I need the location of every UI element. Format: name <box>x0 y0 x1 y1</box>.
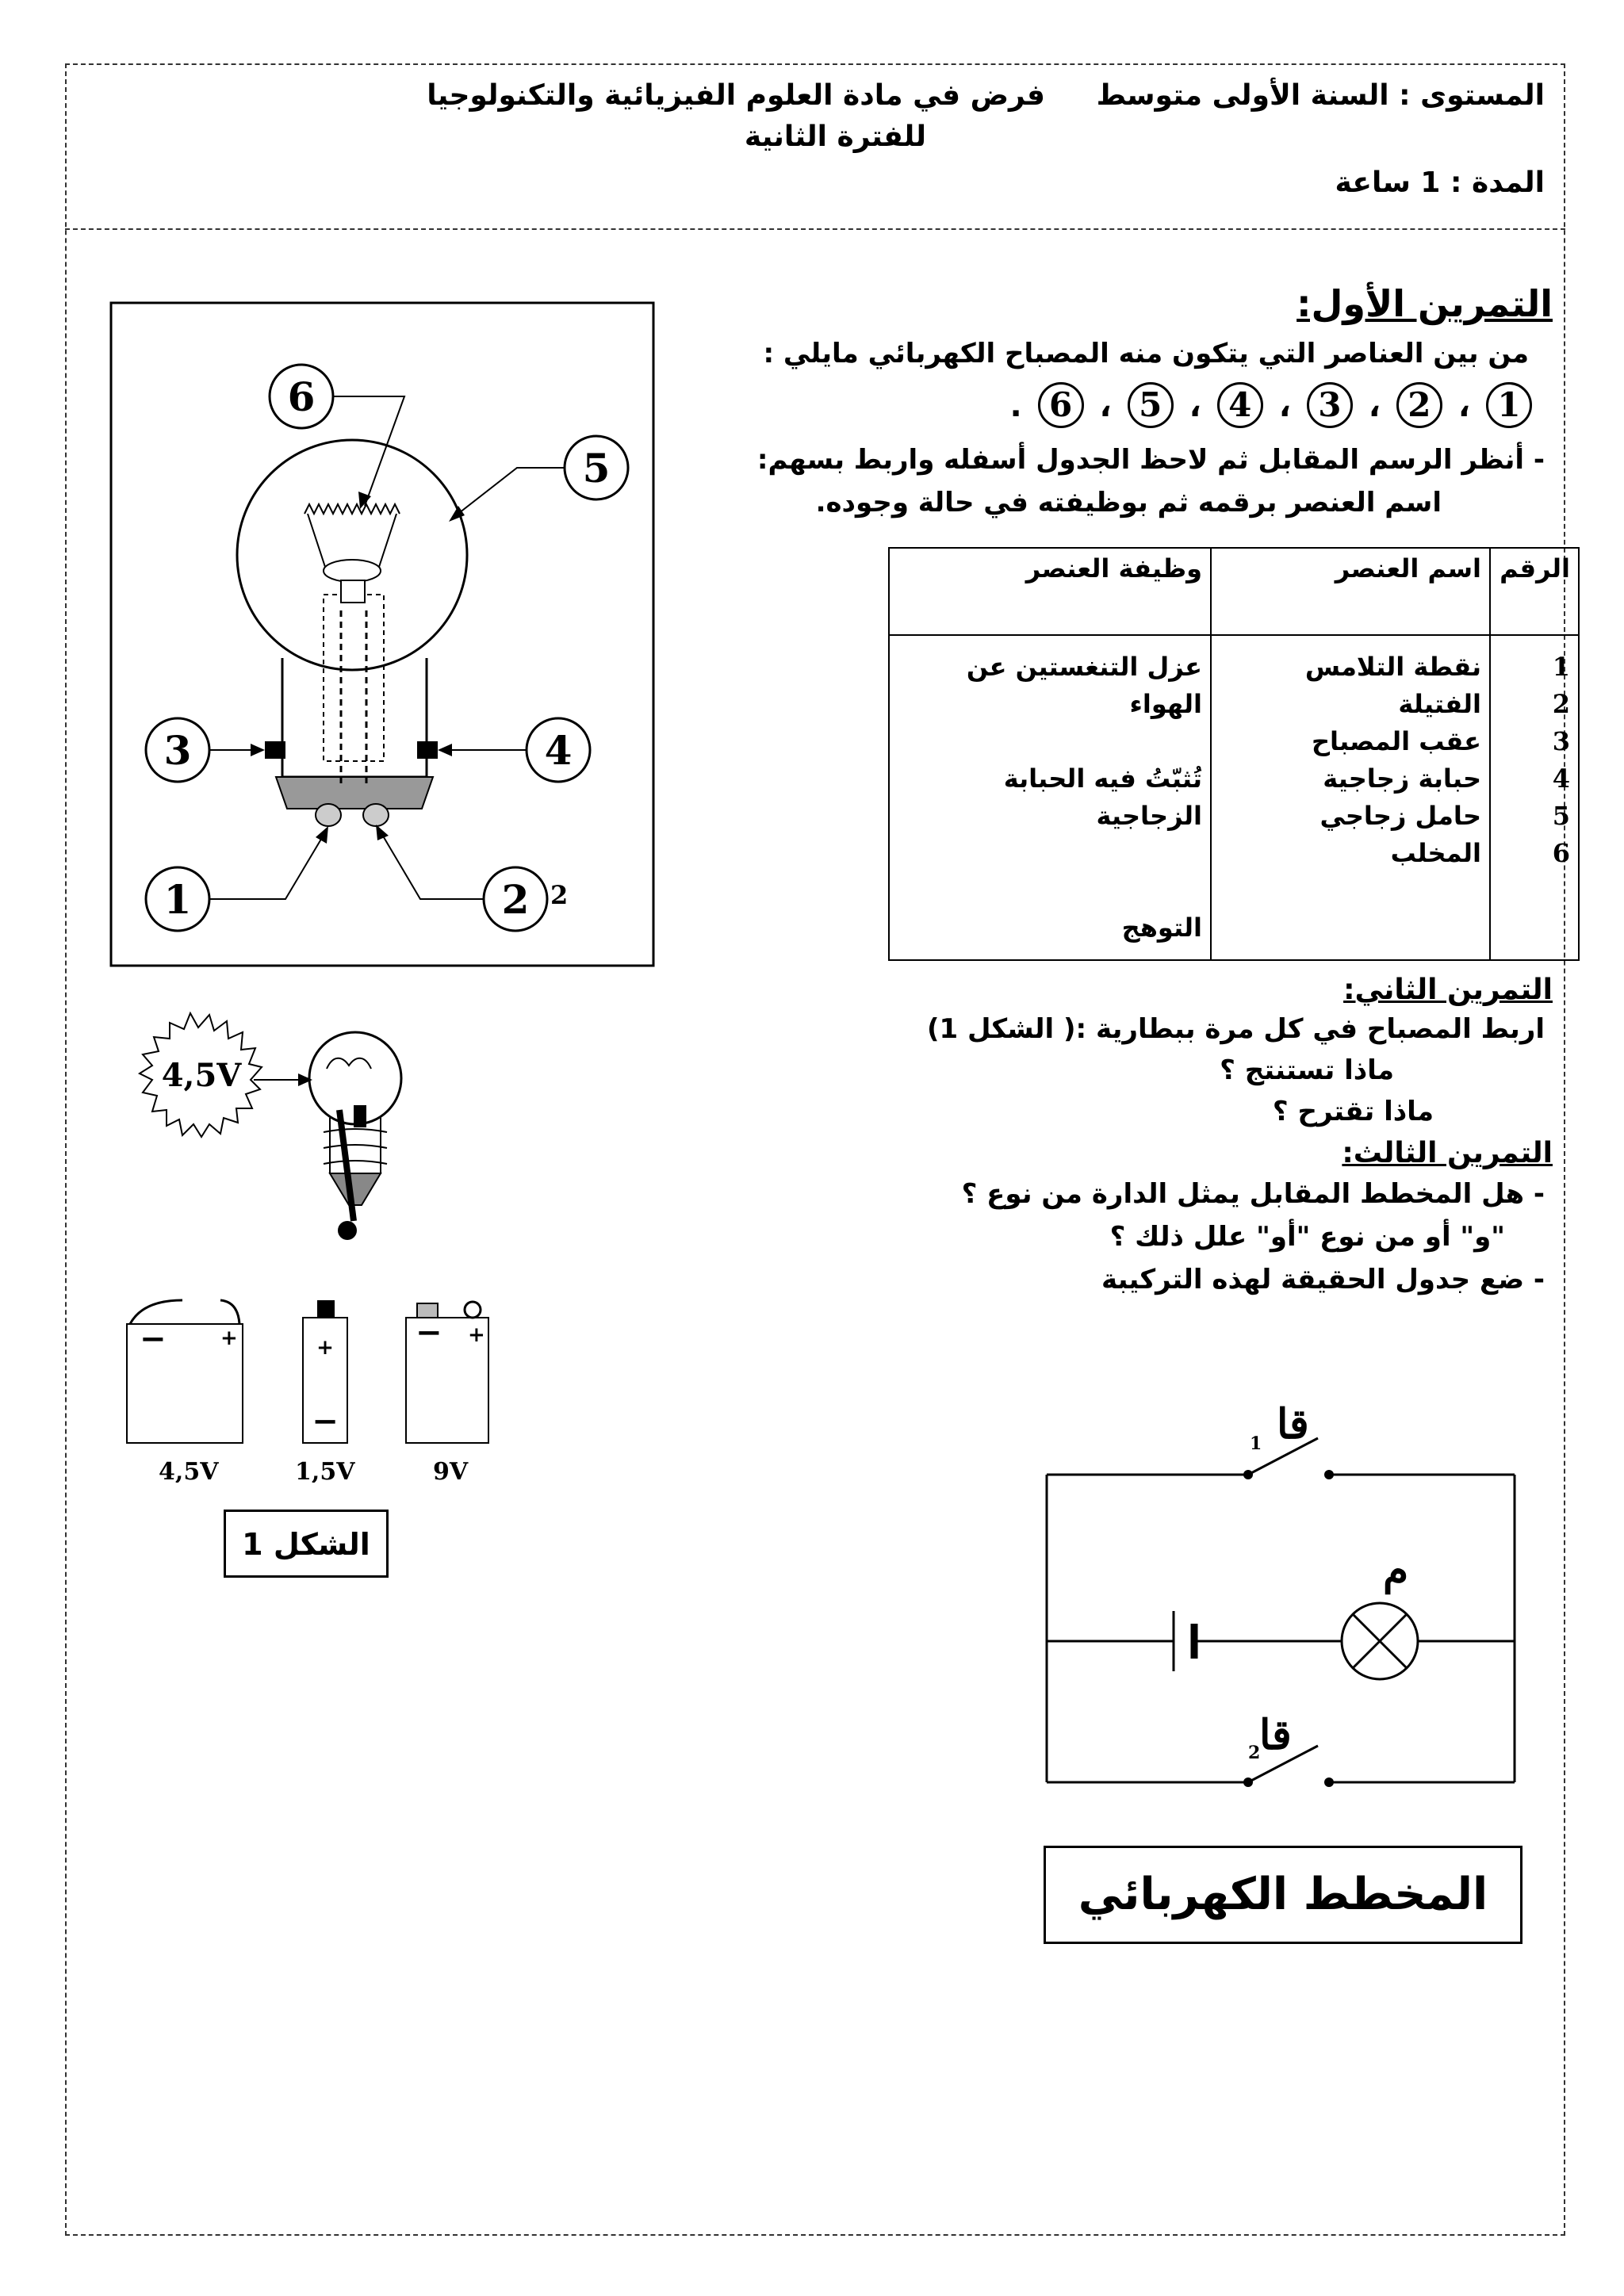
circuit-caption: المخطط الكهربائي <box>1044 1846 1522 1944</box>
small-lamp-tip <box>330 1173 381 1205</box>
exercise1-title: التمرين الأول: <box>1297 282 1553 325</box>
lamp-contact <box>354 1105 366 1127</box>
battery-4-5v <box>127 1300 243 1483</box>
svg-text:6: 6 <box>287 373 316 420</box>
leader-line-6 <box>333 396 404 506</box>
svg-text:4: 4 <box>544 727 573 774</box>
filament-holder <box>308 514 396 567</box>
exercise1-instruction-1: - أنظر الرسم المقابل ثم لاحظ الجدول أسفله واربط بسهم: <box>756 444 1545 476</box>
exercise2-line3: ماذا تقترح ؟ <box>1272 1096 1434 1127</box>
lamp-on-battery-figure <box>119 1007 531 1269</box>
contact-point-left <box>316 804 341 826</box>
circuit-diagram <box>1031 1380 1538 1808</box>
table-numbers-column: 1 2 3 4 5 6 <box>1490 635 1579 960</box>
level-label: المستوى : السنة الأولى متوسط <box>1096 79 1545 112</box>
exercise1-intro: من بين العناصر التي يتكون منه المصباح الكهربائي مايلي : <box>763 338 1529 369</box>
glass-support <box>324 595 384 761</box>
battery-9v-plus: + <box>468 1323 485 1347</box>
batteries-row <box>119 1284 515 1483</box>
component-number: 3 <box>1307 382 1353 428</box>
battery-4-5v-label: 4,5V <box>159 1458 219 1483</box>
stray-mark: 2 <box>550 880 569 910</box>
battery-9v-minus: − <box>416 1314 442 1351</box>
battery-9v <box>406 1302 488 1483</box>
stem-press <box>324 560 381 582</box>
glass-bulb <box>237 440 467 670</box>
component-number: 6 <box>1038 382 1084 428</box>
exercise3-title: التمرين الثالث: <box>1342 1137 1553 1169</box>
table-header-function: وظيفة العنصر <box>889 548 1211 635</box>
diagram-label-5 <box>565 436 628 499</box>
lamp-tip-dot <box>338 1221 357 1240</box>
diagram-label-1 <box>146 867 209 931</box>
filament <box>304 504 400 514</box>
switch2-label: قا <box>1259 1711 1292 1759</box>
component-number: 2 <box>1396 382 1442 428</box>
components-table <box>888 547 1580 961</box>
battery-1-5v <box>295 1300 355 1483</box>
exercise3-line2: "و" أو من نوع "أو" علل ذلك ؟ <box>1109 1221 1505 1253</box>
diagram-label-4 <box>527 718 590 782</box>
arrowhead-1 <box>316 826 328 844</box>
table-header-name: اسم العنصر <box>1211 548 1490 635</box>
exercise3-line3: - ضع جدول الحقيقة لهذه التركيبة <box>1101 1264 1545 1295</box>
switch1-label: قا <box>1277 1400 1309 1448</box>
battery-1-5v-plus: + <box>316 1336 334 1360</box>
table-functions-column: عزل التنغستين عن الهواء تُثبّتُ فيه الحبابة الزجاجية التوهج <box>889 635 1211 960</box>
exercise2-title: التمرين الثاني: <box>1343 974 1553 1006</box>
lamp-structure-diagram <box>109 301 655 967</box>
lamp-voltage-label: 4,5V <box>161 1057 242 1094</box>
exercise3-line1: - هل المخطط المقابل يمثل الدارة من نوع ؟ <box>961 1178 1545 1210</box>
svg-text:3: 3 <box>163 727 192 774</box>
duration-label: المدة : 1 ساعة <box>1335 166 1545 199</box>
stem-neck <box>341 580 365 603</box>
battery-4-5v-plus: + <box>220 1326 238 1350</box>
arrowhead-3 <box>251 744 265 756</box>
exercise2-line2: ماذا تستنتج ؟ <box>1220 1054 1394 1086</box>
battery-1-5v-label: 1,5V <box>295 1458 355 1483</box>
battery-9v-terminal-pos <box>465 1302 481 1318</box>
cap-pin-left <box>265 741 285 759</box>
exercise1-instruction-2: اسم العنصر برقمه ثم بوظيفته في حالة وجوده. <box>815 487 1442 519</box>
components-number-list: 1 ، 2 ، 3 ، 4 ، 5 ، 6 . <box>1009 382 1537 428</box>
exam-title: فرض في مادة العلوم الفيزيائية والتكنولوجيا <box>427 79 1045 112</box>
svg-text:2: 2 <box>501 876 530 923</box>
arrowhead-4 <box>438 744 452 756</box>
contact-point-right <box>363 804 389 826</box>
table-names-column: نقطة التلامس الفتيلة عقب المصباح حبابة زجاجية حامل زجاجي المخلب <box>1211 635 1490 960</box>
arrowhead-2 <box>376 825 389 840</box>
exercise2-line1: اربط المصباح في كل مرة ببطارية :( الشكل 1) <box>926 1013 1545 1045</box>
table-header-number: الرقم <box>1490 548 1579 635</box>
header-divider <box>65 228 1565 230</box>
component-number: 1 <box>1486 382 1532 428</box>
lamp-wire <box>339 1110 354 1221</box>
small-lamp-thread <box>324 1129 387 1164</box>
small-lamp-filament <box>327 1058 371 1069</box>
diagram-frame <box>111 303 653 966</box>
switch2-subscript: 2 <box>1248 1743 1261 1763</box>
exam-period: للفترة الثانية <box>744 121 926 153</box>
svg-text:5: 5 <box>582 445 611 492</box>
diagram-label-6 <box>270 365 333 428</box>
leader-line-1 <box>209 832 325 899</box>
lamp-label: م <box>1383 1546 1409 1594</box>
switch1-subscript: 1 <box>1250 1433 1262 1454</box>
diagram-label-3 <box>146 718 209 782</box>
diagram-label-2 <box>484 867 547 931</box>
battery-1-5v-terminal <box>317 1300 335 1318</box>
figure1-caption: الشكل 1 <box>224 1510 389 1578</box>
cap-insulation <box>276 777 433 809</box>
svg-text:1: 1 <box>163 876 192 923</box>
battery-1-5v-minus: − <box>312 1402 339 1440</box>
component-number: 5 <box>1128 382 1174 428</box>
battery-9v-label: 9V <box>433 1458 469 1483</box>
lamp-cap <box>282 658 427 777</box>
cap-pin-right <box>417 741 438 759</box>
leader-line-5 <box>452 468 565 519</box>
battery-4-5v-minus: − <box>140 1320 167 1357</box>
component-number: 4 <box>1217 382 1263 428</box>
leader-line-2 <box>379 829 484 899</box>
